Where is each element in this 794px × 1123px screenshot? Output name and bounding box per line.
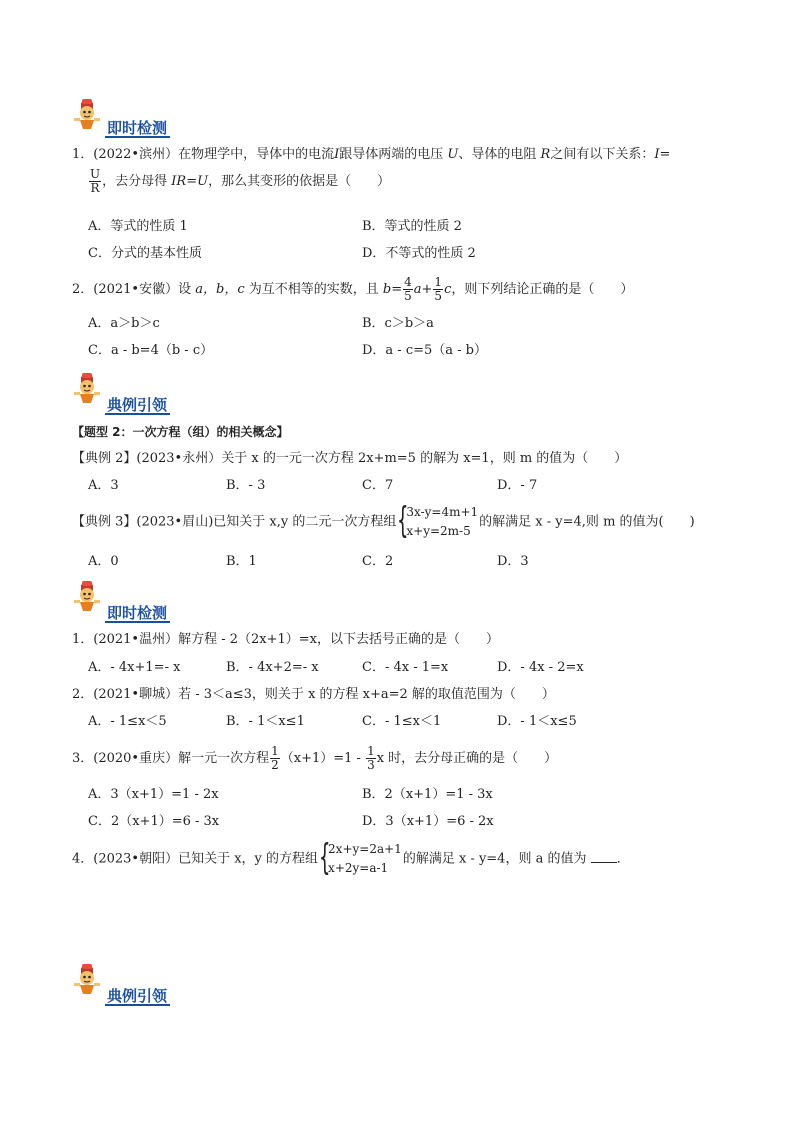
practice-3: 3．(2020•重庆）解一元一次方程 $\frac{1}{2}$ （x+1）=1 - $\frac{1}{3}$ x 时，去分母正确的是（ ） [72, 744, 558, 772]
q1-option-d[interactable]: D．不等式的性质 2 [362, 246, 476, 261]
p3-option-a[interactable]: A．3（x+1）=1 - 2x [88, 787, 219, 802]
q1-option-c[interactable]: C．分式的基本性质 [88, 246, 202, 261]
question-1-line-2: $\frac{U}{R}$ ，去分母得 IR=U，那么其变形的依据是（ ） [90, 167, 391, 195]
p1-option-d[interactable]: D．- 4x - 2=x [497, 660, 584, 675]
p3-option-b[interactable]: B．2（x+1）=1 - 3x [362, 787, 493, 802]
pencil-mascot-icon [72, 580, 102, 614]
practice-1: 1．(2021•温州）解方程 - 2（2x+1）=x，以下去括号正确的是（ ） [72, 632, 500, 647]
question-1-line-1: 1．(2022•滨州）在物理学中，导体中的电流I跟导体两端的电压 U、导体的电阻 R之间有以下关系：I= [72, 147, 671, 162]
p2-option-a[interactable]: A．- 1≤x＜5 [88, 714, 167, 729]
section-title: 即时检测 [105, 120, 170, 138]
ex3-option-b[interactable]: B．1 [226, 554, 257, 569]
p1-option-c[interactable]: C．- 4x - 1=x [362, 660, 449, 675]
q2-option-b[interactable]: B．c＞b＞a [362, 316, 434, 331]
p2-option-b[interactable]: B．- 1＜x≤1 [226, 714, 305, 729]
p2-option-c[interactable]: C．- 1≤x＜1 [362, 714, 442, 729]
q2-option-c[interactable]: C．a - b=4（b - c） [88, 343, 214, 358]
p2-option-d[interactable]: D．- 1＜x≤5 [497, 714, 577, 729]
p1-option-a[interactable]: A．- 4x+1=- x [88, 660, 181, 675]
ex2-option-b[interactable]: B．- 3 [226, 478, 266, 493]
example-3: 【典例 3】(2023•眉山)已知关于 x,y 的二元一次方程组 { 3x-y=4m+1 x+y=2m-5 的解满足 x - y=4,则 m 的值为( ) [72, 500, 695, 541]
q1-option-b[interactable]: B．等式的性质 2 [362, 219, 462, 234]
p3-option-d[interactable]: D．3（x+1）=6 - 2x [362, 814, 494, 829]
practice-4: 4．(2023•朝阳）已知关于 x，y 的方程组 { 2x+y=2a+1 x+2y=a-1 的解满足 x - y=4，则 a 的值为 ． [72, 837, 630, 878]
section-title: 即时检测 [105, 605, 170, 623]
ex2-option-c[interactable]: C．7 [362, 478, 394, 493]
question-2: 2．(2021•安徽）设 a，b，c 为互不相等的实数，且 b= $\frac{4}{5}$ a+ $\frac{1}{5}$ c，则下列结论正确的是（ ） [72, 275, 634, 303]
answer-blank[interactable] [591, 850, 617, 863]
p3-option-c[interactable]: C．2（x+1）=6 - 3x [88, 814, 220, 829]
pencil-mascot-icon [72, 372, 102, 406]
pencil-mascot-icon [72, 963, 102, 997]
section-title: 典例引领 [105, 397, 170, 415]
q2-option-a[interactable]: A．a＞b＞c [88, 316, 160, 331]
ex3-option-c[interactable]: C．2 [362, 554, 394, 569]
example-2: 【典例 2】(2023•永州）关于 x 的一元一次方程 2x+m=5 的解为 x=1，则 m 的值为（ ） [72, 451, 628, 466]
pencil-mascot-icon [72, 98, 102, 132]
type-heading: 【题型 2：一次方程（组）的相关概念】 [72, 425, 289, 439]
practice-2: 2．(2021•聊城）若 - 3＜a≤3，则关于 x 的方程 x+a=2 解的取值范围为（ ） [72, 687, 555, 702]
p1-option-b[interactable]: B．- 4x+2=- x [226, 660, 319, 675]
ex2-option-a[interactable]: A．3 [88, 478, 119, 493]
fraction-u-over-r: $\frac{U}{R}$ [90, 167, 101, 195]
ex3-option-d[interactable]: D．3 [497, 554, 529, 569]
q1-option-a[interactable]: A．等式的性质 1 [88, 219, 188, 234]
q2-option-d[interactable]: D．a - c=5（a - b） [362, 343, 488, 358]
ex3-option-a[interactable]: A．0 [88, 554, 119, 569]
section-title: 典例引领 [105, 988, 170, 1006]
ex2-option-d[interactable]: D．- 7 [497, 478, 538, 493]
